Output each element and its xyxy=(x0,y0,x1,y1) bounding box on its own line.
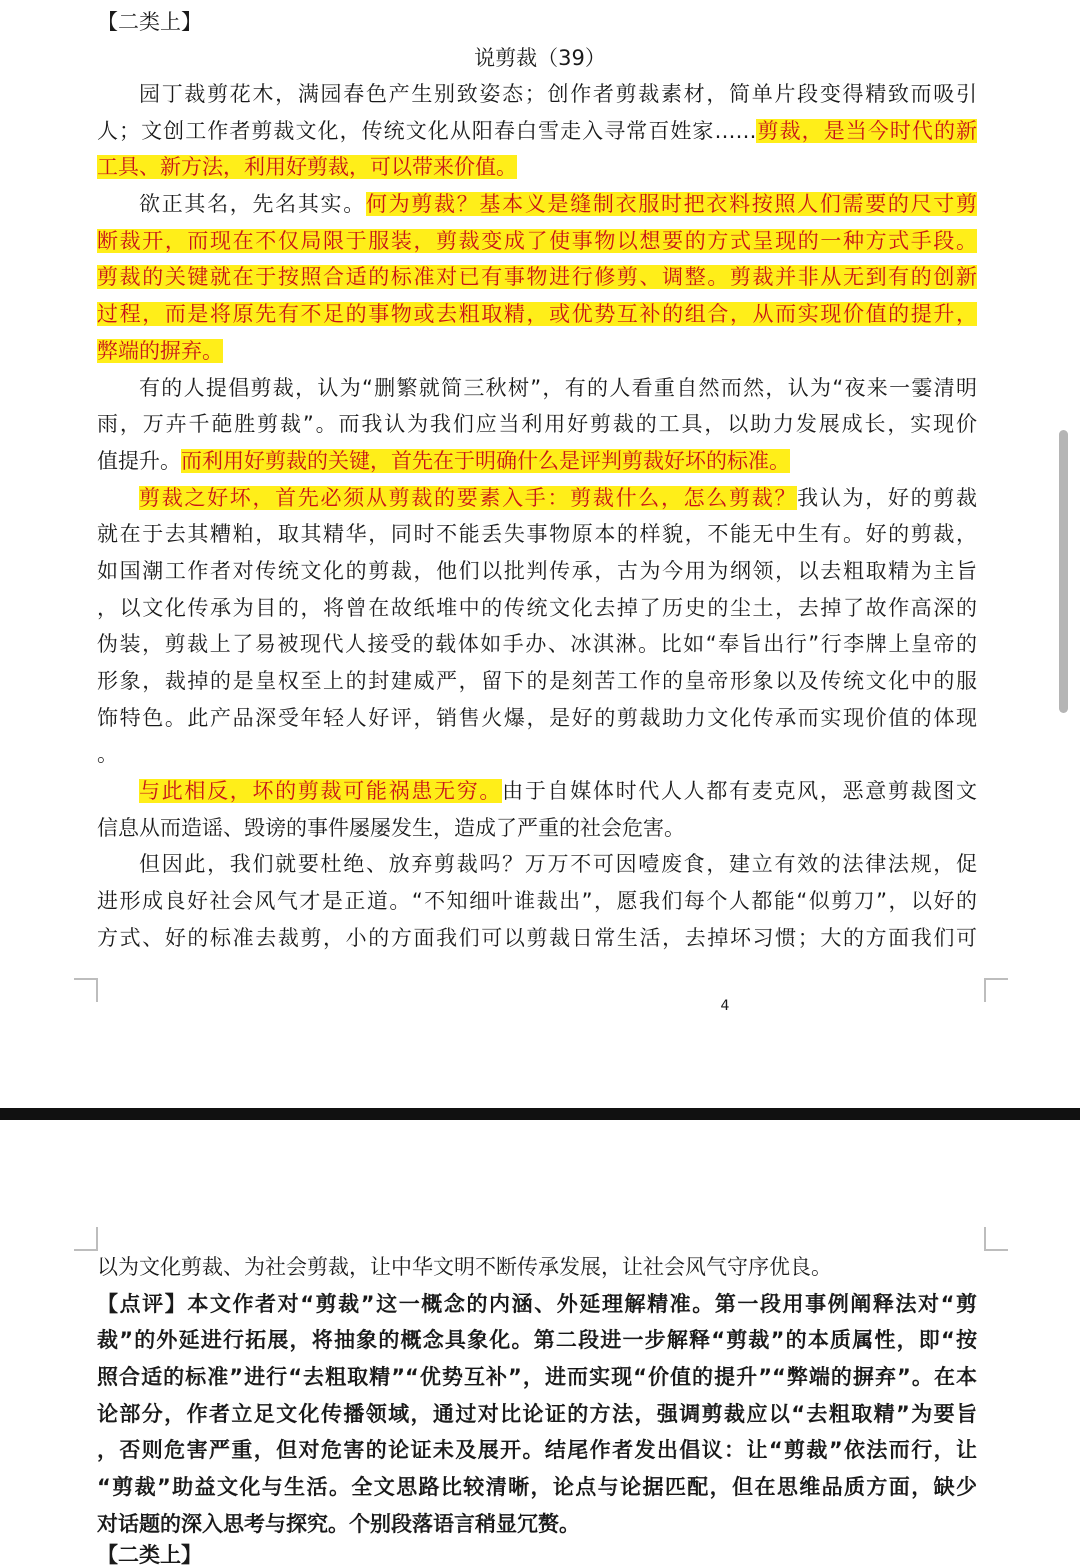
paragraph xyxy=(97,773,977,846)
text-line xyxy=(97,883,977,920)
text-line xyxy=(97,370,977,407)
text-run: 以为文化剪裁、为社会剪裁，让中华文明不断传承发展，让社会风气守序优良。 xyxy=(97,1255,832,1279)
highlighted-text: 弊端的摒弃。 xyxy=(97,338,223,363)
page-corner-mark xyxy=(74,1227,98,1251)
text-run: 伪装，剪裁上了易被现代人接受的载体如手办、冰淇淋。比如“奉旨出行”行李牌上皇帝的 xyxy=(97,632,977,657)
page-corner-mark xyxy=(984,978,1008,1002)
text-run: ，以文化传承为目的，将曾在故纸堆中的传统文化去掉了历史的尘土，去掉了故作高深的 xyxy=(97,595,977,620)
text-line xyxy=(97,663,977,700)
text-line xyxy=(97,443,977,480)
text-run: 【点评】本文作者对“剪裁”这一概念的内涵、外延理解精准。第一段用事例阐释法对“剪 xyxy=(97,1291,977,1316)
page-separator xyxy=(0,1108,1080,1120)
text-run: 值提升。 xyxy=(97,448,181,473)
text-line xyxy=(97,76,977,113)
highlighted-text: 过程，而是将原先有不足的事物或去粗取精，或优势互补的组合，从而实现价值的提升， xyxy=(97,302,977,327)
text-line xyxy=(97,480,977,517)
text-run: 进形成良好社会风气才是正道。“不知细叶谁裁出”，愿我们每个人都能“似剪刀”，以好的 xyxy=(97,889,977,914)
text-line xyxy=(97,590,977,627)
highlighted-text: 而利用好剪裁的关键，首先在于明确什么是评判剪裁好坏的标准。 xyxy=(181,448,790,473)
scrollbar-thumb[interactable] xyxy=(1059,430,1068,713)
highlighted-text: 何为剪裁？基本义是缝制衣服时把衣料按照人们需要的尺寸剪 xyxy=(365,192,978,217)
highlighted-text: 剪裁之好坏，首先必须从剪裁的要素入手：剪裁什么，怎么剪裁？ xyxy=(139,485,798,510)
paragraph xyxy=(97,76,977,186)
highlighted-text: 与此相反，坏的剪裁可能祸患无穷。 xyxy=(139,779,503,804)
essay-continuation xyxy=(97,1249,977,1543)
text-line xyxy=(97,333,977,370)
text-line xyxy=(97,1432,977,1469)
category-label: 【二类上】 xyxy=(97,10,202,34)
highlighted-text: 剪裁，是当今时代的新 xyxy=(756,118,978,143)
text-run: 我认为，好的剪裁 xyxy=(797,485,978,510)
text-run: 饰特色。此产品深受年轻人好评，销售火爆，是好的剪裁助力文化传承而实现价值的体现 xyxy=(97,705,977,730)
text-line xyxy=(97,810,977,847)
essay-body xyxy=(97,76,977,957)
document-page-5 xyxy=(0,1120,1080,1567)
text-run: 有的人提倡剪裁，认为“删繁就简三秋树”，有的人看重自然而然，认为“夜来一霎清明 xyxy=(139,375,977,400)
text-line xyxy=(97,113,977,150)
text-run: “剪裁”助益文化与生活。全文思路比较清晰，论点与论据匹配，但在思维品质方面，缺少 xyxy=(97,1475,977,1500)
text-run: 雨，万卉千葩胜剪裁”。而我认为我们应当利用好剪裁的工具，以助力发展成长，实现价 xyxy=(97,412,977,437)
text-run: 就在于去其糟粕，取其精华，同时不能丢失事物原本的样貌，不能无中生有。好的剪裁， xyxy=(97,522,977,547)
text-line xyxy=(97,1506,977,1543)
text-line xyxy=(97,1359,977,1396)
text-line xyxy=(97,149,977,186)
text-line xyxy=(97,846,977,883)
paragraph xyxy=(97,186,977,369)
paragraph xyxy=(97,370,977,480)
page-corner-mark xyxy=(74,978,98,1002)
text-line xyxy=(97,259,977,296)
text-run: 信息从而造谣、毁谤的事件屡屡发生，造成了严重的社会危害。 xyxy=(97,815,685,840)
text-run: ，否则危害严重，但对危害的论证未及展开。结尾作者发出倡议：让“剪裁”依法而行，让 xyxy=(97,1438,977,1463)
text-line xyxy=(97,920,977,957)
paragraph xyxy=(97,480,977,774)
text-line xyxy=(97,223,977,260)
text-run: 形象，裁掉的是皇权至上的封建威严，留下的是刻苦工作的皇帝形象以及传统文化中的服 xyxy=(97,669,977,693)
page-corner-mark xyxy=(984,1227,1008,1251)
highlighted-text: 工具、新方法，利用好剪裁，可以带来价值。 xyxy=(97,155,517,180)
text-run: 但因此，我们就要杜绝、放弃剪裁吗？万万不可因噎废食，建立有效的法律法规，促 xyxy=(139,852,977,877)
page-number: 4 xyxy=(720,998,730,1014)
text-run: 人；文创工作者剪裁文化，传统文化从阳春白雪走入寻常百姓家…… xyxy=(97,118,757,143)
essay-title: 说剪裁（39） xyxy=(474,46,606,70)
text-line xyxy=(97,1322,977,1359)
text-line xyxy=(97,406,977,443)
text-line xyxy=(97,1286,977,1323)
text-line xyxy=(97,1469,977,1506)
text-run: 照合适的标准”进行“去粗取精”“优势互补”，进而实现“价值的提升”“弊端的摒弃”。在本 xyxy=(97,1365,977,1390)
text-run: 欲正其名，先名其实。 xyxy=(139,192,366,217)
text-line xyxy=(97,516,977,553)
highlighted-text: 断裁开，而现在不仅局限于服装，剪裁变成了使事物以想要的方式呈现的一种方式手段。 xyxy=(97,228,977,253)
text-run: 裁”的外延进行拓展，将抽象的概念具象化。第二段进一步解释“剪裁”的本质属性，即“按 xyxy=(97,1328,977,1353)
text-run: 由于自媒体时代人人都有麦克风，恶意剪裁图文 xyxy=(502,779,978,804)
text-run: 。 xyxy=(97,742,118,767)
next-section-header: 【二类上】 xyxy=(97,1543,202,1567)
text-line xyxy=(97,1249,977,1286)
highlighted-text: 剪裁的关键就在于按照合适的标准对已有事物进行修剪、调整。剪裁并非从无到有的创新 xyxy=(97,265,977,290)
text-line xyxy=(97,296,977,333)
text-run: 论部分，作者立足文化传播领域，通过对比论证的方法，强调剪裁应以“去粗取精”为要旨 xyxy=(97,1401,977,1426)
text-line xyxy=(97,553,977,590)
text-line xyxy=(97,1396,977,1433)
paragraph xyxy=(97,846,977,956)
text-line xyxy=(97,773,977,810)
text-line xyxy=(97,186,977,223)
text-run: 方式、好的标准去裁剪，小的方面我们可以剪裁日常生活，去掉坏习惯；大的方面我们可 xyxy=(97,925,977,950)
text-line xyxy=(97,626,977,663)
text-run: 如国潮工作者对传统文化的剪裁，他们以批判传承，古为今用为纲领，以去粗取精为主旨 xyxy=(97,558,977,583)
text-line xyxy=(97,700,977,737)
text-run: 对话题的深入思考与探究。个别段落语言稍显冗赘。 xyxy=(97,1511,580,1536)
text-line xyxy=(97,736,977,773)
text-run: 园丁裁剪花木，满园春色产生别致姿态；创作者剪裁素材，简单片段变得精致而吸引 xyxy=(139,82,977,106)
